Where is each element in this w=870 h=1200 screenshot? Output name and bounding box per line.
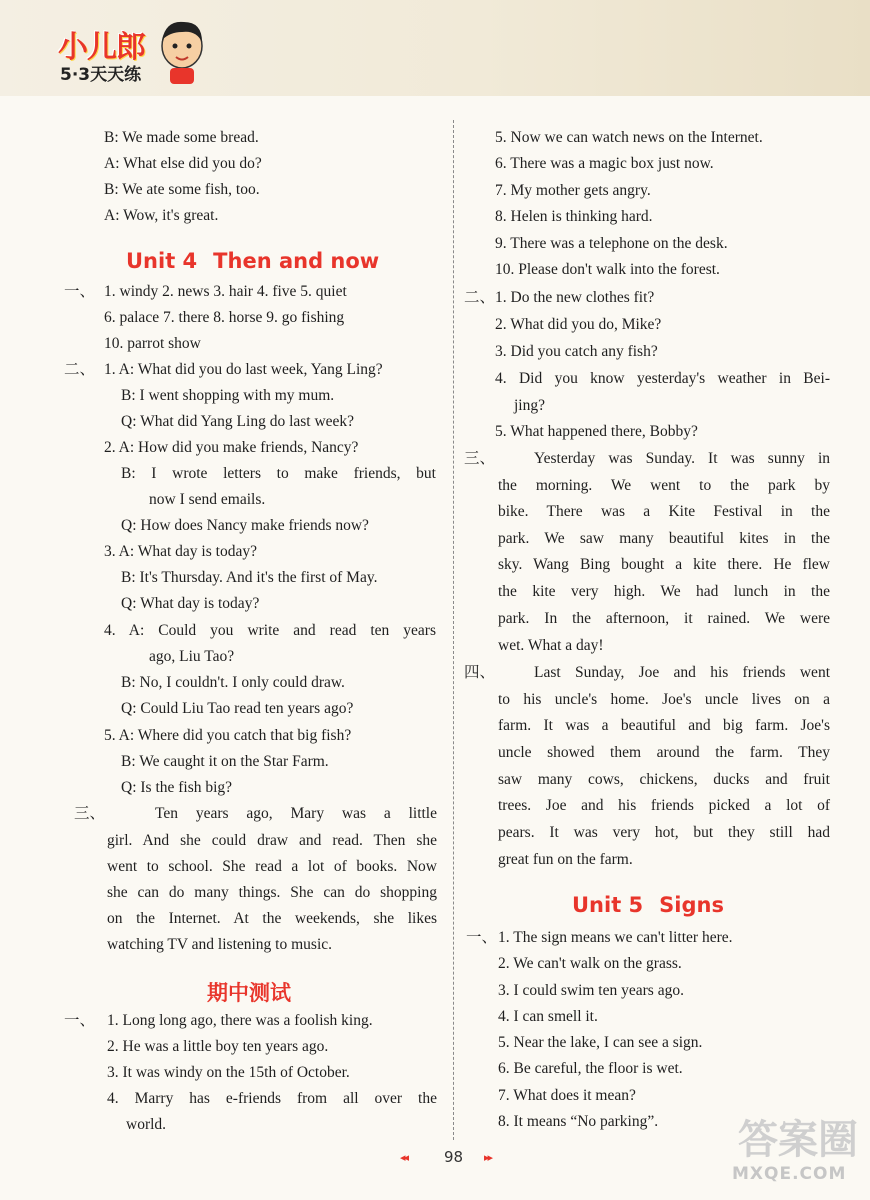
paragraph-line: bike. There was a Kite Festival in the [498, 503, 830, 520]
paragraph-line: trees. Joe and his friends picked a lot of [498, 797, 830, 814]
paragraph-line: sky. Wang Bing bought a kite there. He flew [498, 556, 830, 573]
unit4-heading [126, 249, 379, 273]
answer-line: 3. Did you catch any fish? [495, 343, 658, 360]
answer-line: world. [126, 1116, 167, 1133]
answer-line: Q: How does Nancy make friends now? [121, 517, 369, 534]
answer-line: 5. Now we can watch news on the Internet. [495, 129, 763, 146]
answer-line: B: It's Thursday. And it's the first of May. [121, 569, 378, 586]
answer-line: ago, Liu Tao? [149, 648, 235, 665]
midterm-heading: 期中测试 [207, 981, 291, 1005]
answer-line: 5. Near the lake, I can see a sign. [498, 1034, 703, 1051]
paragraph-line: went to school. She read a lot of books. Now [107, 858, 437, 875]
answer-line: B: No, I couldn't. I only could draw. [121, 674, 345, 691]
answer-line: 10. Please don't walk into the forest. [495, 261, 720, 278]
watermark [728, 1108, 864, 1194]
answer-line: 4. A: Could you write and read ten years [104, 622, 436, 639]
column-divider [453, 120, 454, 1140]
paragraph-line: park. In the afternoon, it rained. We were [498, 610, 830, 627]
answer-line: 2. What did you do, Mike? [495, 316, 662, 333]
section-mark: 一、 [64, 1012, 96, 1029]
paragraph-line: girl. And she could draw and read. Then she [107, 832, 437, 849]
paragraph-line: park. We saw many beautiful kites in the [498, 530, 830, 547]
answer-line: Q: What did Yang Ling do last week? [121, 413, 355, 430]
dialogue-line: B: We made some bread. [104, 129, 259, 146]
section-mark: 一、 [466, 929, 498, 946]
section-mark: 二、 [464, 289, 496, 306]
answer-line: 6. palace 7. there 8. horse 9. go fishing [104, 309, 345, 326]
mascot-icon [156, 16, 208, 86]
paragraph-line: the morning. We went to the park by [498, 477, 830, 494]
answer-line: 2. He was a little boy ten years ago. [107, 1038, 329, 1055]
answer-line: 4. Did you know yesterday's weather in Bei- [495, 370, 830, 387]
brand-logo [58, 18, 208, 88]
answer-line: Q: Is the fish big? [121, 779, 233, 796]
paragraph-line: pears. It was very hot, but they still had [498, 824, 830, 841]
paragraph-line: wet. What a day! [498, 637, 604, 654]
series-name: 5·3天天练 [60, 65, 142, 85]
paragraph-line: on the Internet. At the weekends, she likes [107, 910, 437, 927]
section-mark: 二、 [64, 361, 96, 378]
answer-line: B: I wrote letters to make friends, but [121, 465, 436, 482]
answer-line: 6. Be careful, the floor is wet. [498, 1060, 683, 1077]
answer-line: B: We caught it on the Star Farm. [121, 753, 329, 770]
unit5-number: Unit 5 [572, 893, 644, 917]
answer-line: B: I went shopping with my mum. [121, 387, 335, 404]
section-mark: 三、 [74, 805, 106, 822]
answer-line: 1. The sign means we can't litter here. [498, 929, 733, 946]
dialogue-line: B: We ate some fish, too. [104, 181, 260, 198]
watermark-url: MXQE.COM [732, 1164, 847, 1184]
answer-line: 1. A: What did you do last week, Yang Ling? [104, 361, 383, 378]
section-mark: 一、 [64, 283, 96, 300]
prev-arrows-icon: ◂◂ [400, 1151, 408, 1164]
watermark-text: 答案圈 [738, 1117, 858, 1163]
answer-line: Q: Could Liu Tao read ten years ago? [121, 700, 354, 717]
answer-line: 2. A: How did you make friends, Nancy? [104, 439, 359, 456]
answer-line: 1. windy 2. news 3. hair 4. five 5. quiet [104, 283, 347, 300]
paragraph-line: saw many cows, chickens, ducks and fruit [498, 771, 830, 788]
paragraph-line: farm. It was a beautiful and big farm. Joe's [498, 717, 830, 734]
answer-line: 1. Do the new clothes fit? [495, 289, 655, 306]
paragraph-line: Yesterday was Sunday. It was sunny in [534, 450, 830, 467]
answer-line: Q: What day is today? [121, 595, 260, 612]
paragraph-line: great fun on the farm. [498, 851, 633, 868]
answer-line: 6. There was a magic box just now. [495, 155, 714, 172]
paragraph-line: Ten years ago, Mary was a little [155, 805, 437, 822]
answer-line: 5. A: Where did you catch that big fish? [104, 727, 352, 744]
answer-line: 5. What happened there, Bobby? [495, 423, 698, 440]
answer-line: 3. A: What day is today? [104, 543, 257, 560]
answer-line: 7. My mother gets angry. [495, 182, 651, 199]
dialogue-line: A: What else did you do? [104, 155, 262, 172]
page-footer [400, 1148, 510, 1172]
unit4-number: Unit 4 [126, 249, 198, 273]
dialogue-line: A: Wow, it's great. [104, 207, 219, 224]
answer-line: 7. What does it mean? [498, 1087, 636, 1104]
brand-name: 小儿郎 [58, 30, 145, 65]
answer-line: 9. There was a telephone on the desk. [495, 235, 728, 252]
answer-line: now I send emails. [149, 491, 266, 508]
answer-line: 3. I could swim ten years ago. [498, 982, 684, 999]
answer-line: 8. Helen is thinking hard. [495, 208, 653, 225]
unit5-name: Signs [659, 893, 724, 917]
answer-line: 1. Long long ago, there was a foolish king. [107, 1012, 373, 1029]
answer-line: 10. parrot show [104, 335, 201, 352]
section-mark: 三、 [464, 450, 496, 467]
paragraph-line: uncle showed them around the farm. They [498, 744, 830, 761]
unit4-name: Then and now [213, 249, 380, 273]
paragraph-line: she can do many things. She can do shopping [107, 884, 437, 901]
paragraph-line: watching TV and listening to music. [107, 936, 333, 953]
paragraph-line: to his uncle's home. Joe's uncle lives on a [498, 691, 830, 708]
paragraph-line: Last Sunday, Joe and his friends went [534, 664, 830, 681]
answer-line: 2. We can't walk on the grass. [498, 955, 682, 972]
unit5-heading [572, 893, 724, 917]
answer-line: 4. Marry has e-friends from all over the [107, 1090, 437, 1107]
next-arrows-icon: ▸▸ [484, 1151, 492, 1164]
paragraph-line: the kite very high. We had lunch in the [498, 583, 830, 600]
answer-line: 3. It was windy on the 15th of October. [107, 1064, 350, 1081]
answer-line: 4. I can smell it. [498, 1008, 598, 1025]
answer-line: 8. It means “No parking”. [498, 1113, 659, 1130]
section-mark: 四、 [464, 664, 496, 681]
answer-line: jing? [514, 397, 545, 414]
page-number: 98 [444, 1148, 464, 1166]
